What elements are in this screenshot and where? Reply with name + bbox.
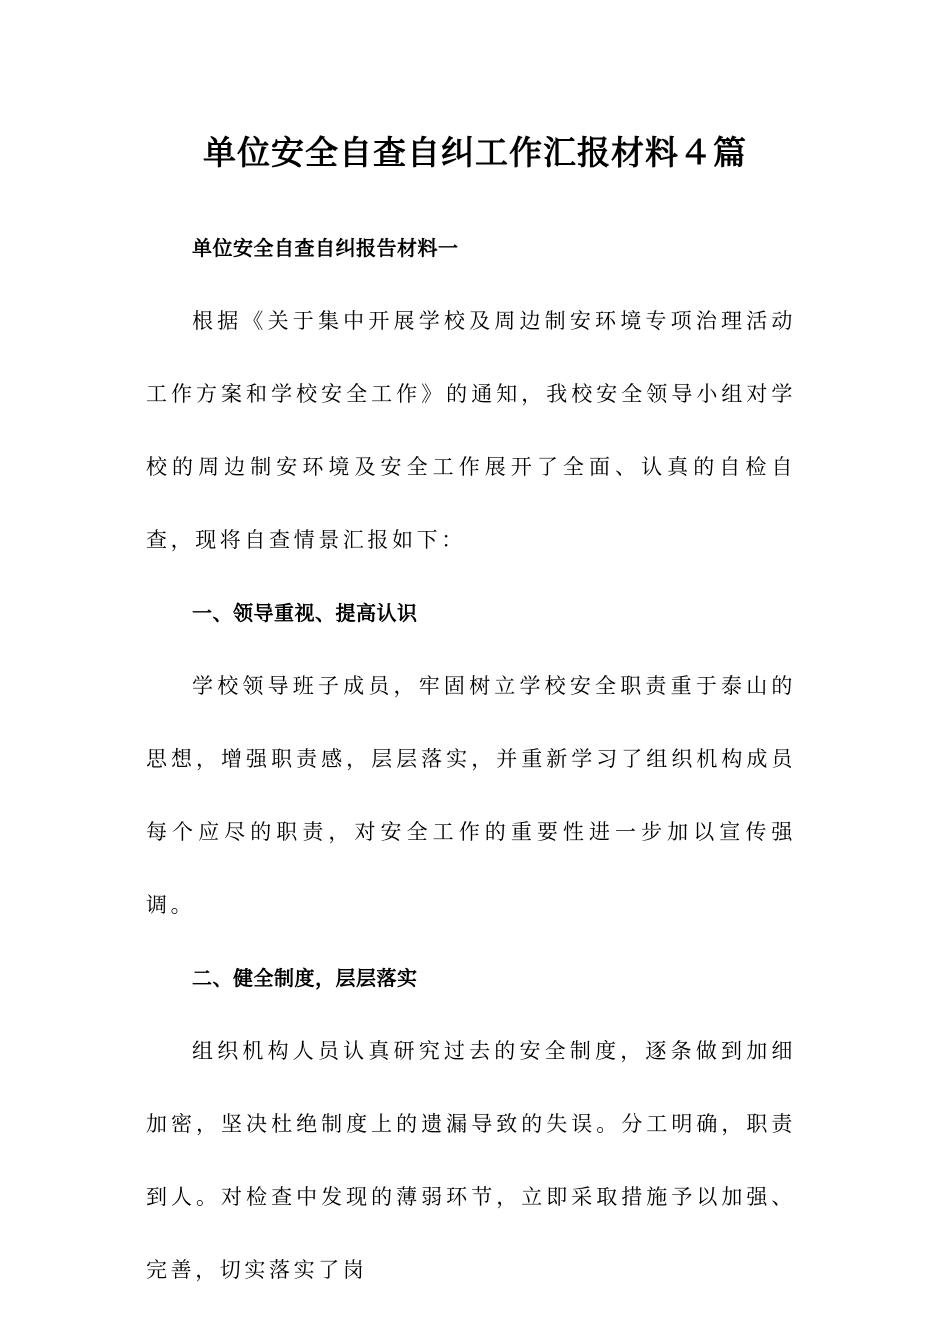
section-subtitle: 单位安全自查自纠报告材料一 (192, 236, 459, 260)
paragraph-section-1: 学校领导班子成员，牢固树立学校安全职责重于泰山的思想，增强职责感，层层落实，并重新学习了组织机构成员每个应尽的职责，对安全工作的重要性进一步加以宣传强调。 (146, 674, 796, 917)
heading-section-2: 二、健全制度，层层落实 (192, 966, 418, 990)
document-title: 单位安全自查自纠工作汇报材料４篇 (203, 133, 747, 172)
heading-section-1: 一、领导重视、提高认识 (192, 601, 418, 625)
paragraph-section-2: 组织机构人员认真研究过去的安全制度，逐条做到加细加密，坚决杜绝制度上的遗漏导致的失误。分工明确，职责到人。对检查中发现的薄弱环节，立即采取措施予以加强、完善，切实落实了岗 (146, 1039, 796, 1282)
document-body (146, 212, 796, 1307)
paragraph-intro: 根据《关于集中开展学校及周边制安环境专项治理活动工作方案和学校安全工作》的通知，我校安全领导小组对学校的周边制安环境及安全工作展开了全面、认真的自检自查，现将自查情景汇报如下： (146, 309, 796, 552)
